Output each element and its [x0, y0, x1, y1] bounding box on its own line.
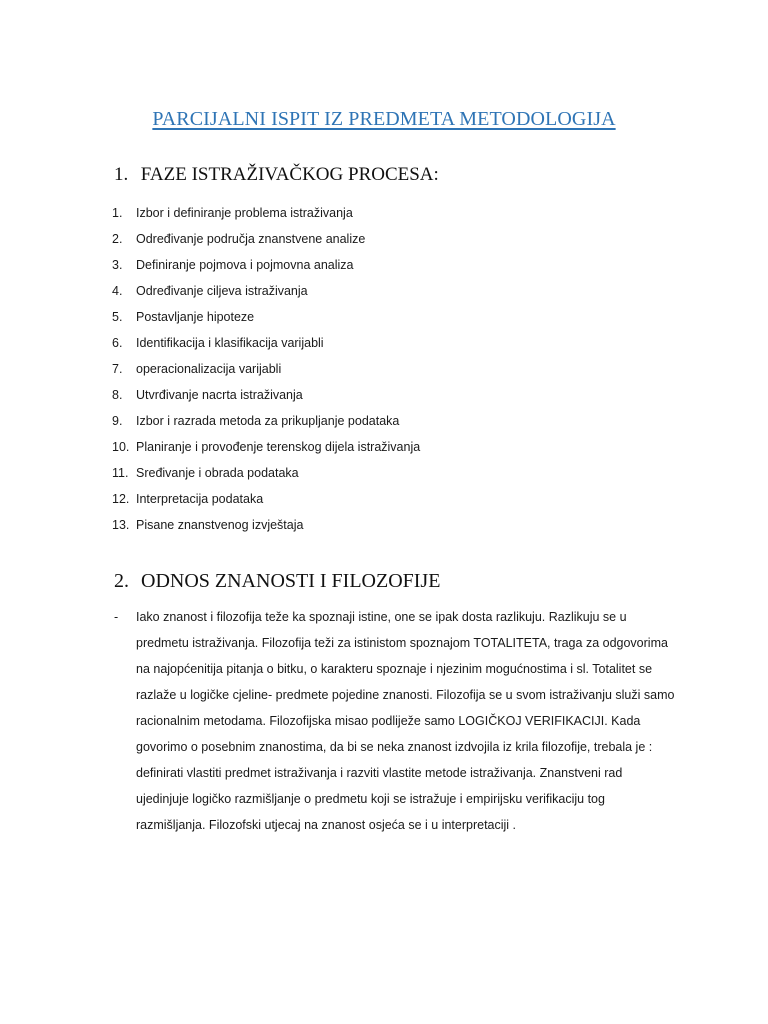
paragraph-line: na najopćenitija pitanja o bitku, o karakteru spoznaje i njezinim mogućnostima i sl. Totalitet se: [136, 662, 653, 676]
list-item-text: Određivanje područja znanstvene analize: [136, 232, 366, 246]
process-steps-list: [112, 204, 420, 542]
list-item-text: Planiranje i provođenje terenskog dijela istraživanja: [136, 440, 421, 454]
list-item-text: Sređivanje i obrada podataka: [136, 466, 299, 480]
section-1-title: FAZE ISTRAŽIVAČKOG PROCESA:: [140, 164, 439, 185]
list-item-number: 12.: [112, 492, 130, 506]
list-item-text: operacionalizacija varijabli: [136, 362, 282, 376]
list-item-text: Definiranje pojmova i pojmovna analiza: [136, 258, 354, 272]
list-item-number: 9.: [112, 414, 123, 428]
section-2-heading: [114, 570, 440, 593]
list-item-text: Izbor i definiranje problema istraživanja: [136, 206, 353, 220]
list-item: [112, 282, 420, 308]
list-item-number: 6.: [112, 336, 123, 350]
list-item-number: 7.: [112, 362, 123, 376]
list-item: [112, 230, 420, 256]
list-item-number: 10.: [112, 440, 130, 454]
list-item-text: Izbor i razrada metoda za prikupljanje podataka: [136, 414, 400, 428]
document-title: PARCIJALNI ISPIT IZ PREDMETA METODOLOGIJA: [152, 108, 616, 130]
list-item-text: Interpretacija podataka: [136, 492, 264, 506]
list-item-text: Određivanje ciljeva istraživanja: [136, 284, 308, 298]
list-item-number: 11.: [112, 466, 129, 480]
list-item-text: Postavljanje hipoteze: [136, 310, 255, 324]
list-item: [112, 490, 420, 516]
list-item-number: 3.: [112, 258, 123, 272]
list-item-text: Identifikacija i klasifikacija varijabli: [136, 336, 324, 350]
paragraph-line: govorimo o posebnim znanostima, da bi se neka znanost izdvojila iz krila filozofije, trebala je :: [136, 740, 653, 754]
paragraph-line: predmetu istraživanja. Filozofija teži za istinistom spoznajom TOTALITETA, traga za odgovorima: [136, 636, 668, 650]
list-item: [112, 256, 420, 282]
list-item-text: Pisane znanstvenog izvještaja: [136, 518, 304, 532]
paragraph: [136, 604, 684, 838]
list-item: [112, 204, 420, 230]
paragraph-line: razlaže u logičke cjeline- predmete pojedine znanosti. Filozofija se u svom istraživanju služi samo: [136, 688, 675, 702]
list-item: [112, 438, 420, 464]
list-item: [112, 412, 420, 438]
section-1-heading: [114, 164, 439, 186]
section-2-number: 2.: [114, 570, 129, 592]
paragraph-line: Iako znanost i filozofija teže ka spoznaji istine, one se ipak dosta razlikuju. Razlikuju se u: [136, 610, 627, 624]
list-item: [112, 308, 420, 334]
paragraph-line: definirati vlastiti predmet istraživanja i razviti vlastite metode istraživanja. Znanstveni rad: [136, 766, 623, 780]
section-2-body: [114, 604, 684, 838]
list-item: [112, 386, 420, 412]
list-item-text: Utvrđivanje nacrta istraživanja: [136, 388, 303, 402]
list-item-number: 13.: [112, 518, 130, 532]
list-item-number: 4.: [112, 284, 123, 298]
paragraph-line: razmišljanja. Filozofski utjecaj na znanost osjeća se i u interpretaciji .: [136, 818, 517, 832]
list-item-number: 5.: [112, 310, 123, 324]
list-item: [112, 516, 420, 542]
list-item-number: 8.: [112, 388, 123, 402]
paragraph-line: ujedinjuje logičko razmišljanje o predmetu koji se istražuje i empirijsku verifikaciju tog: [136, 792, 605, 806]
paragraph-line: racionalnim metodama. Filozofijska misao podliježe samo LOGIČKOJ VERIFIKACIJI. Kada: [136, 714, 641, 728]
list-item-number: 2.: [112, 232, 123, 246]
list-item: [112, 360, 420, 386]
section-2-title: ODNOS ZNANOSTI I FILOZOFIJE: [141, 570, 441, 592]
list-item: [112, 464, 420, 490]
list-item: [112, 334, 420, 360]
list-item-number: 1.: [112, 206, 123, 220]
bullet-dash: -: [114, 610, 119, 624]
section-1-number: 1.: [114, 164, 129, 185]
